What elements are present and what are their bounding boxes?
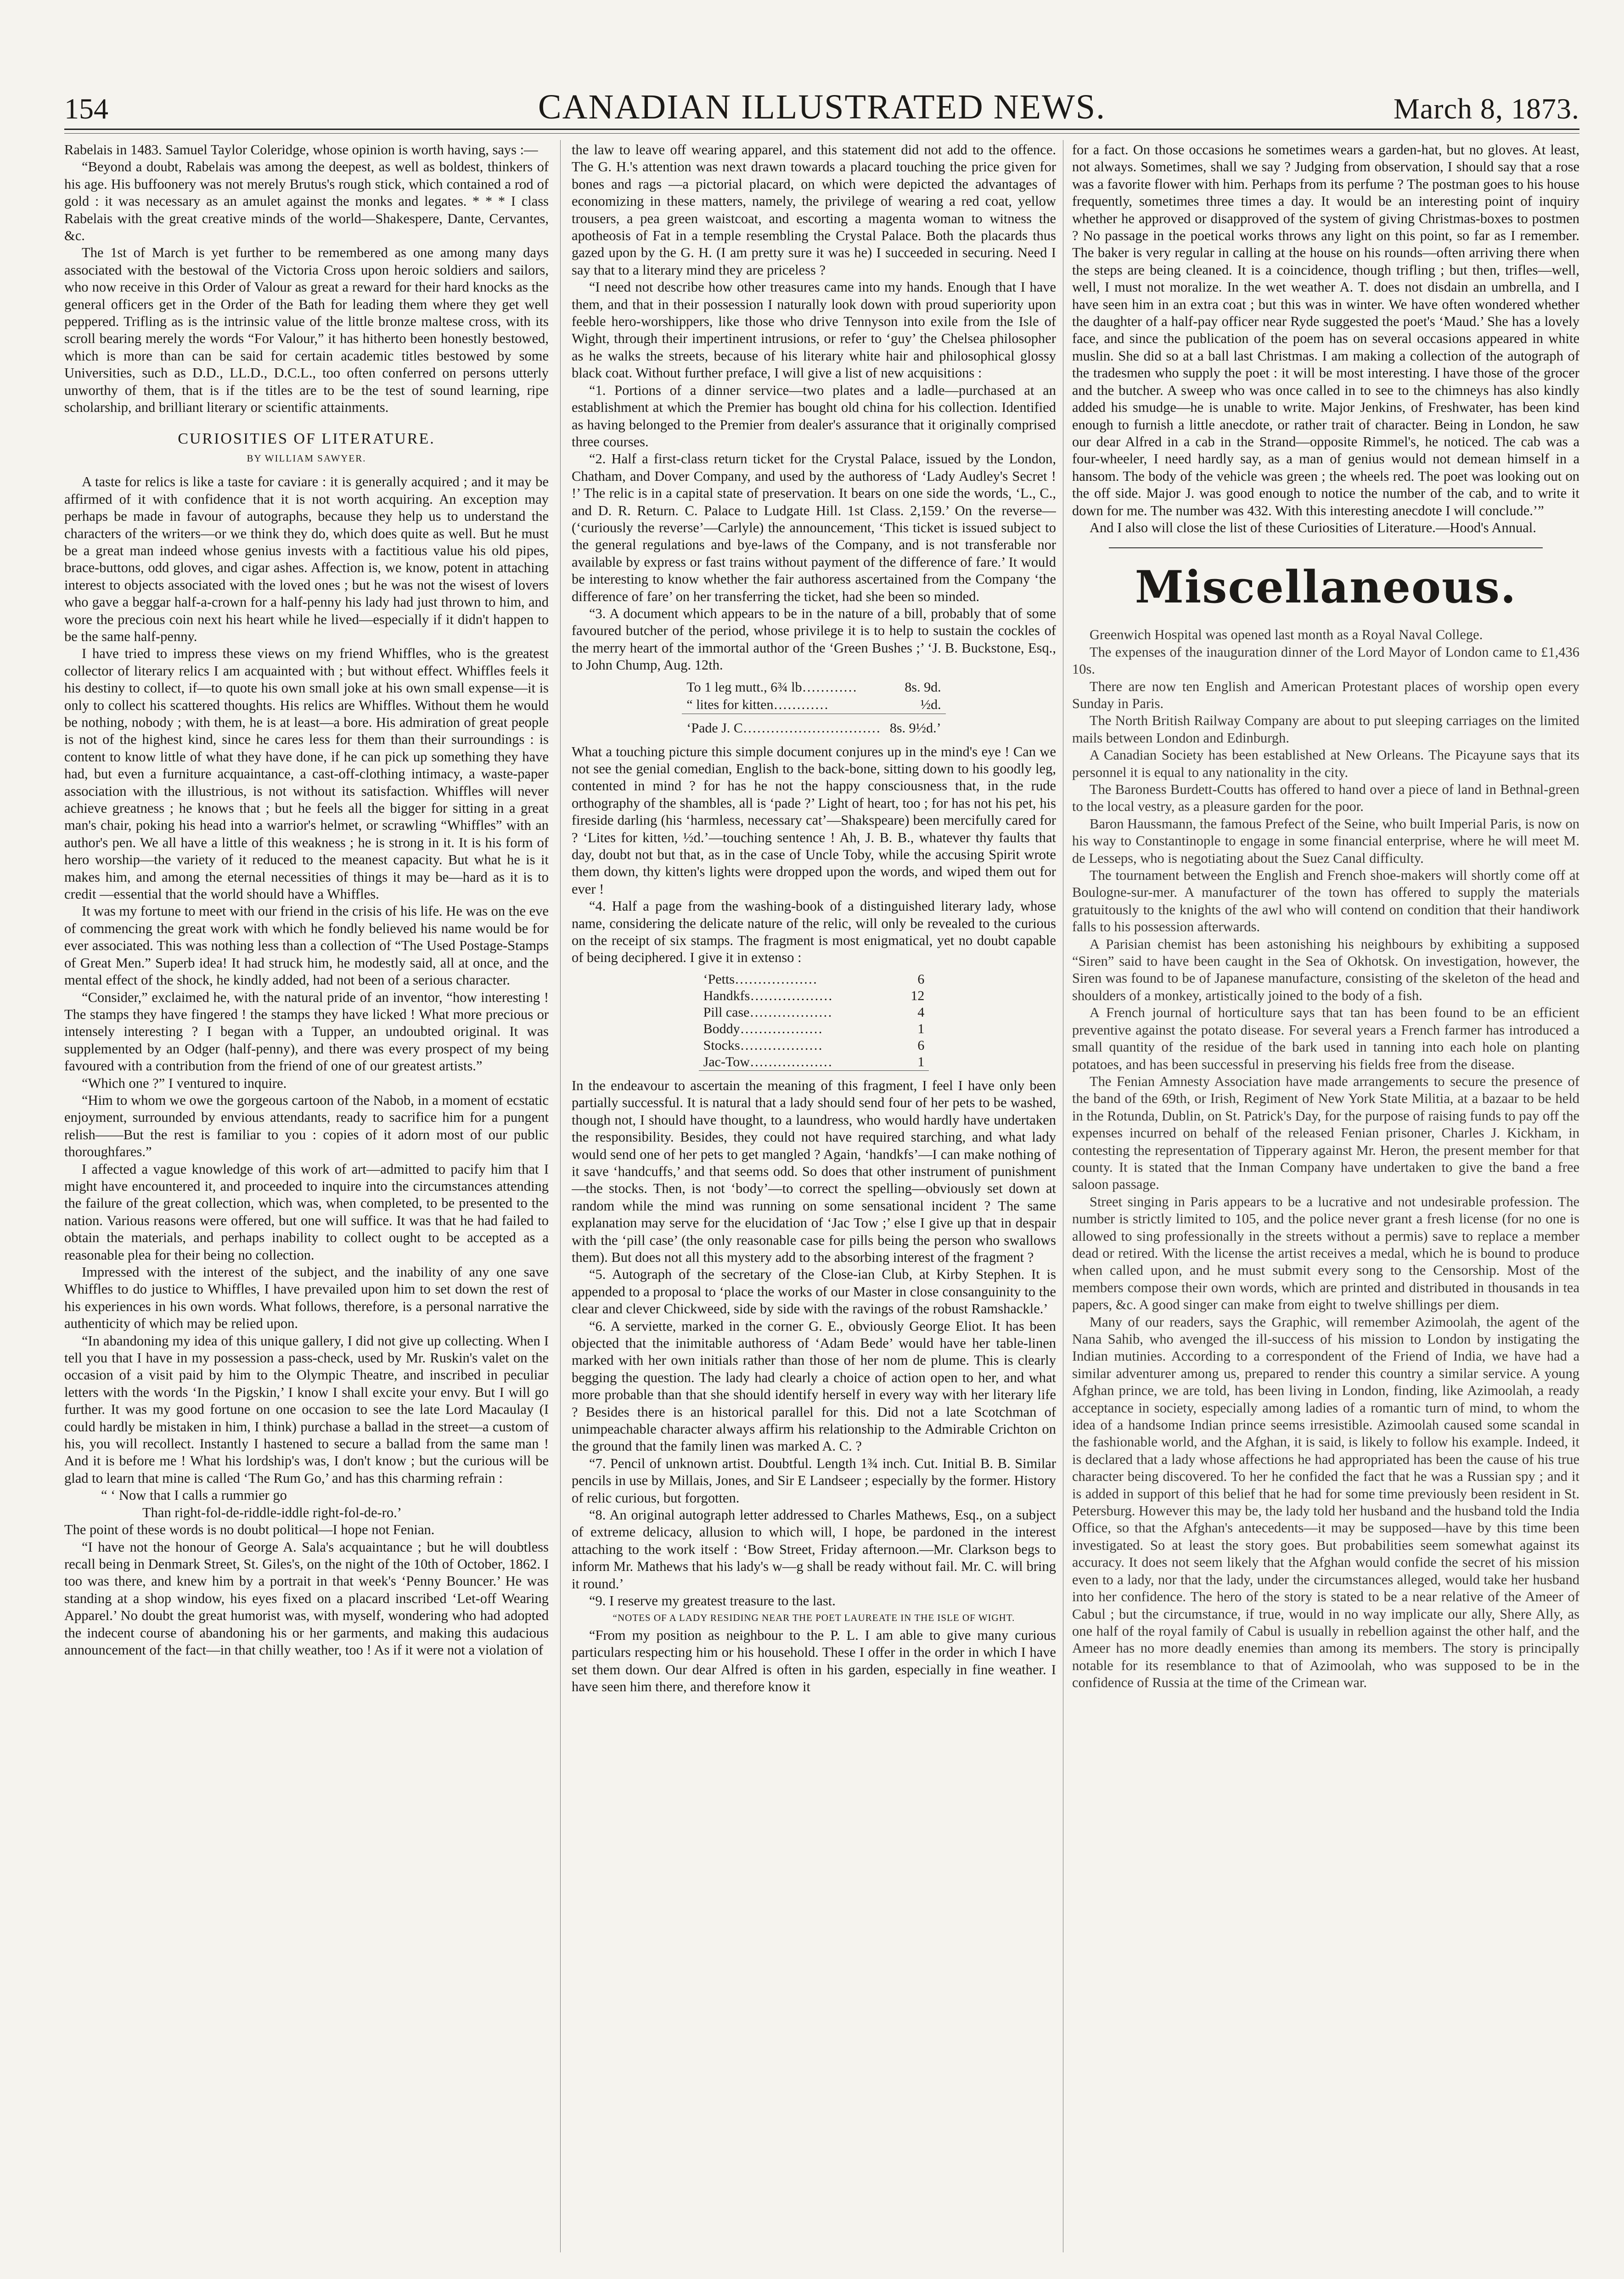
paragraph: “Beyond a doubt, Rabelais was among the deepest, as well as boldest, thinkers of his age. His buffoonery was not merely Brutus's rough stick, which contained a rod of gold : it was necessary as an amulet against the monks and legates. * * * I class Rabelais with the great creative minds of the world—Shakespere, Dante, Cervantes, &c. — [64, 159, 549, 244]
washing-item: Handkfs……………… — [703, 988, 833, 1003]
washing-item: ‘Petts……………… — [703, 971, 818, 987]
masthead — [64, 69, 1579, 138]
paragraph: “1. Portions of a dinner service—two plates and a ladle—purchased at an establishment at which the Premier has bought old china for his collection. Identified as having belonged to the Premier from dealer's assurance that it originally comprised three courses. — [572, 382, 1056, 450]
butcher-bill — [682, 679, 945, 737]
masthead-rule — [64, 129, 1579, 130]
news-item: Many of our readers, says the Graphic, will remember Azimoolah, the agent of the Nana Sahib, who avenged the ill-success of his mission to London by instigating the Indian mutinies. According to a correspondent of the Friend of India, we have had a similar adventurer among us, prepared to render this country a similar service. A young Afghan prince, we are told, has been living in London, finding, like Azimoolah, a ready acceptance in society, especially among ladies of a romantic turn of mind, to whom the idea of a handsome Indian prince seems irresistible. Azimoolah caused some scandal in the fashionable world, and the Afghan, it is said, is likely to follow his example. Indeed, it is declared that a lady whose affections he had appropriated has been the cause of his true character being discovered. To her he confided the fact that he was a Russian spy ; and it is added in support of this belief that he had for some time previously been resident in St. Petersburg. However this may be, the lady told her husband and the husband told the India Office, so that the Afghan's antecedents—it may be supposed—have by this time been investigated. So at least the story goes. But probabilities seem somewhat against its accuracy. It does not seem likely that the Afghan would confide the secret of his mission even to a lady, nor that the lady, under the circumstances alleged, would take her husband into her confidence. The hero of the story is stated to be a near relative of the Ameer of Cabul ; but the circumstance, if true, would in no way implicate our ally, Shere Ally, as one half of the royal family of Cabul is usually in rebellion against the other half, and the Ameer has no more deadly enemies than among its members. The story is principally notable for its resemblance to that of Azimoolah, who was supposed to be in the confidence of Russia at the time of the Crimean war. — [1072, 1314, 1579, 1691]
paragraph: “Consider,” exclaimed he, with the natural pride of an inventor, “how interesting ! The stamps they have fingered ! the stamps they have licked ! What more precious or intensely interesting ? I began with a Tupper, an undoubted original. It was supplemented by an Odger (half-penny), and there was every prospect of my being favoured with a contribution from the friend of one of our greatest artists.” — [64, 989, 549, 1074]
page-number: 154 — [64, 92, 108, 125]
washing-item: Stocks……………… — [703, 1037, 823, 1053]
washing-row — [699, 971, 929, 988]
washing-row — [699, 1004, 929, 1021]
washing-row — [699, 1054, 929, 1071]
paragraph: “9. I reserve my greatest treasure to the last. — [589, 1593, 836, 1609]
section-heading-miscellaneous: Miscellaneous. — [1135, 561, 1517, 613]
news-item: Street singing in Paris appears to be a lucrative and not undesirable profession. The number is strictly limited to 105, and the police never grant a fresh license (for no one is allowed to sing professionally in the streets without a permis) save to replace a member dead or retired. With the license the artist receives a medal, which he is bound to produce when called upon, and he must submit every song to the Censorship. Most of the members compose their own words, which are printed and distributed in thousands in tea papers, &c. A good singer can make from eight to twelve shillings per diem. — [1072, 1193, 1579, 1313]
washing-item: Jac-Tow……………… — [699, 1054, 837, 1071]
bill-amount: 8s. 9½d.’ — [885, 714, 946, 737]
paragraph: Rabelais in 1483. Samuel Taylor Coleridge, whose opinion is worth having, says :— — [64, 142, 538, 158]
news-item: There are now ten English and American Protestant places of worship open every Sunday in Paris. — [1072, 678, 1579, 711]
washing-qty: 1 — [917, 1021, 925, 1036]
paragraph: “7. Pencil of unknown artist. Doubtful. Length 1¾ inch. Cut. Initial B. B. Similar pencils in use by Millais, Jones, and Sir E Landseer ; especially by the former. History of relic curious, but forgotten. — [572, 1455, 1056, 1506]
washing-qty: 6 — [917, 1037, 925, 1053]
miscellaneous-items — [1072, 626, 1579, 1691]
news-item: A Parisian chemist has been astonishing his neighbours by exhibiting a supposed “Siren” said to have been caught in the Sea of Okhotsk. On investigation, however, the Siren was found to be of Japanese manufacture, consisting of the skeleton of the head and shoulders of a monkey, artistically joined to the body of a fish. — [1072, 936, 1579, 1003]
verse-line: Than right-fol-de-riddle-iddle right-fol-de-ro.’ — [142, 1504, 402, 1520]
washing-row — [699, 1037, 929, 1054]
paragraph: Impressed with the interest of the subject, and the inability of any one save Whiffles to do justice to Whiffles, I have prevailed upon him to set down the rest of his experiences in his own words. What follows, therefore, is a personal narrative the authenticity of which may be relied upon. — [64, 1264, 549, 1332]
washing-qty: 6 — [917, 971, 925, 987]
bill-item: To 1 leg mutt., 6¾ lb………… — [686, 679, 857, 695]
paragraph: I affected a vague knowledge of this work of art—admitted to pacify him that I might have encountered it, and proceeded to inquire into the circumstances attending the failure of the great collection, which was, when completed, to be presented to the nation. Various reasons were offered, but one will suffice. It was that he had failed to obtain the materials, and perhaps inability to collect ought to be accepted as a reasonable plea for their being no collection. — [64, 1161, 549, 1263]
washing-item: Pill case……………… — [703, 1004, 832, 1020]
news-item: A French journal of horticulture says that tan has been found to be an efficient preventive against the potato disease. For several years a French farmer has introduced a small quantity of the residue of the bark used in tanning into each hole on planting potatoes, and has been successful in preserving his fields free from the disease. — [1072, 1005, 1579, 1072]
paragraph: “In abandoning my idea of this unique gallery, I did not give up collecting. When I tell you that I have in my possession a pass-check, used by Mr. Ruskin's valet on the occasion of a visit paid by him to the Olympic Theatre, and inscribed in peculiar letters with the words ‘In the Pigskin,’ I know I shall excite your envy. But I will go further. It was my good fortune on one occasion to see the late Lord Macaulay (I could hardly be mistaken in him, I think) purchase a ballad in the street—a custom of his, you will recollect. Instantly I hastened to secure a ballad from the same man ! And it is before me ! What his lordship's was, I don't know ; but the curious will be glad to learn that mine is called ‘The Rum Go,’ and has this charming refrain : — [64, 1333, 549, 1486]
bill-amount: 8s. 9d. — [905, 679, 941, 695]
news-item: The expenses of the inauguration dinner of the Lord Mayor of London came to £1,436 10s. — [1072, 644, 1579, 677]
paragraph: A taste for relics is like a taste for caviare : it is generally acquired ; and it may be affirmed of it with confidence that it is not worth acquiring. An exception may perhaps be made in favour of autographs, because they help us to understand the characters of the writers—or we think they do, which does quite as well. But he must be a great man indeed whose genius invests with a factitious value his old pipes, brace-buttons, odd gloves, and cigar ashes. Affection is, we know, potent in attaching interest to objects associated with the loved ones ; but he was not the wisest of lovers who gave a beggar half-a-crown for a half-penny his lady had just thrown to him, and wore the precious coin next his heart while he lived—especially if it didn't happen to be the same half-penny. — [64, 474, 549, 644]
washing-qty: 12 — [910, 988, 925, 1003]
notes-heading: “NOTES OF A LADY RESIDING NEAR THE POET LAUREATE IN THE ISLE OF WIGHT. — [613, 1612, 1015, 1624]
paragraph: “I need not describe how other treasures came into my hands. Enough that I have them, and that in their possession I naturally look down with proud superiority upon feeble hero-worshippers, like those who drive Tennyson into exile from the Isle of Wight, through their impertinent intrusions, or refer to ‘guy’ the Chelsea philosopher as he walks the streets, because of his literary white hair and philosophical glossy black coat. Without further preface, I will give a list of new acquisitions : — [572, 279, 1056, 381]
washing-row — [699, 1021, 929, 1037]
byline: BY WILLIAM SAWYER. — [247, 452, 366, 464]
paragraph: “6. A serviette, marked in the corner G. E., obviously George Eliot. It has been objected that the inimitable authoress of ‘Adam Bede’ would have her table-linen marked with her own initials rather than those of her nom de plume. This is clearly begging the question. The lady had clearly a choice of action open to her, and what more probable than that she should identify herself in every way with her literary life ? Besides there is an historical parallel for this. Did not a late Scotchman of unimpeachable character always affirm his relationship to the Admirable Crichton on the ground that the family linen was marked A. C. ? — [572, 1318, 1056, 1454]
column-divider — [560, 140, 561, 2252]
washing-qty: 4 — [917, 1004, 925, 1020]
washing-row — [699, 988, 929, 1004]
bill-item: ‘Pade J. C………………………… — [682, 714, 885, 737]
column-1 — [64, 141, 549, 2249]
news-item: Greenwich Hospital was opened last month as a Royal Naval College. — [1090, 627, 1483, 643]
news-item: The Fenian Amnesty Association have made arrangements to secure the presence of the band of the 69th, or Irish, Regiment of New York State Militia, at a bazaar to be held in the Rotunda, Dublin, on St. Patrick's Day, for the purpose of raising funds to pay off the expenses incurred on behalf of the released Fenian prisoner, Charles J. Kickham, in contesting the representation of Tipperary against Mr. Heron, the present member for that county. It is stated that the Inman Company have undertaken to give the band a free saloon passage. — [1072, 1073, 1579, 1193]
bill-item: “ lites for kitten………… — [686, 697, 829, 712]
paragraph: “8. An original autograph letter addressed to Charles Mathews, Esq., on a subject of extreme delicacy, allusion to which will, I hope, be pardoned in the interest attaching to the work itself : ‘Bow Street, Friday afternoon.—Mr. Clarkson begs to inform Mr. Mathews that his lady's w—g shall be ready without fail. Mr. C. will bring it round.’ — [572, 1507, 1056, 1592]
paragraph: And I also will close the list of these Curiosities of Literature.—Hood's Annual. — [1090, 519, 1536, 535]
news-item: Baron Haussmann, the famous Prefect of the Seine, who built Imperial Paris, is now on his way to Constantinople to engage in some financial enterprise, where he will meet M. de Lesseps, who is negotiating about the Suez Canal difficulty. — [1072, 816, 1579, 866]
article-title: CURIOSITIES OF LITERATURE. — [178, 430, 435, 447]
paragraph: What a touching picture this simple document conjures up in the mind's eye ! Can we not see the genial comedian, English to the back-bone, sitting down to his goodly leg, contented in mind ? for has he not the happy consciousness that, in the rude orthography of the shambles, all is ‘pade ?’ Light of heart, too ; for has not his pet, his fireside darling (his ‘harmless, necessary cat’—Shakspeare) been mercifully cared for ? ‘Lites for kitten, ½d.’—touching sentence ! Ah, J. B. B., whatever thy faults that day, doubt not but that, as in the case of Uncle Toby, while the accusing Spirit wrote them down, thy kitten's lights were dropped upon the words, and wiped them out for ever ! — [572, 743, 1056, 897]
column-3 — [1072, 141, 1579, 2249]
paragraph: In the endeavour to ascertain the meaning of this fragment, I feel I have only been partially successful. It is natural that a lady should send four of her pets to be washed, though not, I should have thought, to a laundress, who would hardly have undertaken the responsibility. Besides, they could not have required starching, and what lady would send one of her pets to get mangled ? Again, ‘handkfs’—I can make nothing of it save ‘handcuffs,’ and that seems odd. So does that other instrument of punishment—the stocks. Then, is not ‘body’—to correct the spelling—obviously set down at random while the mind was running on some sensational incident ? The same explanation may serve for the elucidation of ‘Jac Tow ;’ else I give up that in despair with the ‘pill case’ (the only reasonable case for pills being the person who swallows them). But does not all this mystery add to the absorbing interest of the fragment ? — [572, 1077, 1056, 1265]
paragraph: The point of these words is no doubt political—I hope not Fenian. — [64, 1522, 435, 1538]
paragraph: “Which one ?” I ventured to inquire. — [82, 1075, 287, 1091]
bill-amount: ½d. — [920, 697, 941, 712]
issue-date: March 8, 1873. — [1393, 92, 1579, 125]
bill-row — [682, 696, 945, 714]
washing-item: Boddy……………… — [703, 1021, 823, 1036]
paragraph: “2. Half a first-class return ticket for the Crystal Palace, issued by the London, Chatham, and Dover Company, and used by the authoress of ‘Lady Audley's Secret ! !’ The relic is in a capital state of preservation. It bears on one side the words, ‘L., C., and D. R. Return. C. Palace to Ludgate Hill. 1st Class. 2,159.’ On the reverse—(‘curiously the reverse’—Carlyle) the announcement, ‘This ticket is issued subject to the general regulations and bye-laws of the Company, and is not transferable nor available by express or fast trains without payment of the difference of fare.’ It would be interesting to know whether the fair authoress ascertained from the Company ‘the difference of fare’ on her transferring the ticket, had she been so minded. — [572, 451, 1056, 604]
paragraph: It was my fortune to meet with our friend in the crisis of his life. He was on the eve of commencing the great work with which he fondly believed his name would be for ever associated. This was nothing less than a collection of “The Used Postage-Stamps of Great Men.” Superb idea! It had struck him, he modestly said, all at once, and the mental effect of the shock, he kindly added, had not been of a serious character. — [64, 903, 549, 988]
bill-row — [682, 679, 945, 696]
column-2 — [572, 141, 1056, 2249]
paragraph: “5. Autograph of the secretary of the Close-ian Club, at Kirby Stephen. It is appended to a proposal to ‘place the works of our Master in close consanguinity to the clear and clever Chickweed, side by side with the ravings of the robust Ramshackle.’ — [572, 1266, 1056, 1317]
paragraph: “I have not the honour of George A. Sala's acquaintance ; but he will doubtless recall being in Denmark Street, St. Giles's, on the night of the 10th of October, 1862. I too was there, and knew him by a portrait in that week's ‘Penny Bouncer.’ He was standing at a shop window, his eyes fixed on a placard inscribed ‘Let-off Wearing Apparel.’ No doubt the great humorist was, with myself, wondering who had adopted the indecent course of abandoning his or her garments, and making this audacious announcement of the fact—in that chilly weather, too ! As if it were not a violation of — [64, 1539, 549, 1658]
news-item: A Canadian Society has been established at New Orleans. The Picayune says that its personnel it is equal to any nationality in the city. — [1072, 747, 1579, 780]
news-item: The Baroness Burdett-Coutts has offered to hand over a piece of land in Bethnal-green to the local vestry, as a pleasure garden for the poor. — [1072, 782, 1579, 815]
paragraph: “From my position as neighbour to the P. L. I am able to give many curious particulars respecting him or his household. These I offer in the order in which I have set them down. Our dear Alfred is often in his garden, especially in fine weather. I have seen him there, and therefore know it — [572, 1627, 1056, 1695]
paragraph: “4. Half a page from the washing-book of a distinguished literary lady, whose name, considering the delicate nature of the relic, will only be revealed to the curious on the receipt of six stamps. The fragment is most enigmatical, yet no doubt capable of being deciphered. I give it in extenso : — [572, 898, 1056, 966]
paragraph: “3. A document which appears to be in the nature of a bill, probably that of some favoured butcher of the period, whose privilege it is to help to sustain the cockles of the merry heart of the immortal author of the ‘Green Bushes ;’ ‘J. B. Buckstone, Esq., to John Chump, Aug. 12th. — [572, 605, 1056, 673]
news-item: The North British Railway Company are about to put sleeping carriages on the limited mails between London and Edinburgh. — [1072, 713, 1579, 746]
masthead-rule-thin — [64, 133, 1579, 134]
paragraph: for a fact. On those occasions he sometimes wears a garden-hat, but no gloves. At least, not always. Sometimes, shall we say ? Judging from observation, I should say that a rose was a favorite flower with him. Perhaps from its perfume ? The postman goes to his house frequently, sometimes three times a day. It would be an interesting point of inquiry whether he approved or disapproved of the system of giving Christmas-boxes to postmen ? No passage in the poetical works throws any light on this point, so far as I remember. The baker is very regular in calling at the house on his rounds—often arriving there when the steps are being cleaned. It is a coincidence, though trifling ; but then, trifles—well, well, I must not moralize. In the wet weather A. T. does not disdain an umbrella, and I have seen him in an extra coat ; but this was in winter. We have often wondered whether the daughter of a half-pay officer near Ryde suggested the poet's ‘Maud.’ She has a lovely face, and since the publication of the poem has on several occasions appeared in white muslin. She did so at a ball last Christmas. I am making a collection of the autograph of the tradesmen who supply the poet : it will be most interesting. I have those of the grocer and the butcher. A sweep who was once called in to see to the chimneys has also kindly added his smudge—he is unable to write. Major Jenkins, of Freshwater, has been kind enough to furnish a little anecdote, or rather trait of character. Being in London, he saw our dear Alfred in a cab in the Strand—opposite Rimmel's, he noticed. The cab was a four-wheeler, I need hardly say, as a man of genius would not demean himself in a hansom. The body of the vehicle was green ; the wheels red. The poet was looking out on the off side. Major J. was good enough to notice the number of the cab, and to write it down for me. The number was 432. With this interesting anecdote I will conclude.’” — [1072, 142, 1579, 518]
section-rule — [1109, 547, 1543, 548]
paragraph: I have tried to impress these views on my friend Whiffles, who is the greatest collector of literary relics I am acquainted with ; but without effect. Whiffles feels it his destiny to collect, if—to quote his own small joke at his own small expense—it is only to collect his scattered thoughts. His relics are Whiffles. Without them he would be nothing, nobody ; with them, he is at least—a bore. His admiration of great people is not of the highest kind, since he cares less for them than their surroundings : is content to know little of what they have done, if he can pick up something they have had, but even a furniture acquaintance, a cast-off-clothing intimacy, a waste-paper association with the illustrious, is not without its satisfaction. Whiffles will never achieve greatness ; he knows that ; but he feels all the bigger for sitting in a great man's chair, poking his head into a warrior's helmet, or scrawling “Whiffles” with an author's pen. We all have a little of this weakness ; he is strong in it. It is his form of hero worship—the variety of it reduced to the meanest capacity. But what he is it makes him, and among the eternal necessities of things it may be—hard as it is to credit —essential that the world should have a Whiffles. — [64, 646, 549, 902]
paragraph: the law to leave off wearing apparel, and this statement did not add to the offence. The G. H.'s attention was next drawn towards a placard touching the price given for bones and rags —a pictorial placard, on which were depicted the advantages of economizing in these matters, namely, the privilege of wearing a red coat, yellow trousers, a pea green waistcoat, and escorting a magenta woman to witness the apotheosis of Fat in a temple resembling the Crystal Palace. Both the placards thus gazed upon by the G. H. (I am pretty sure it was he) I succeeded in securing. Need I say that to a literary mind they are priceless ? — [572, 142, 1056, 278]
paragraph: “Him to whom we owe the gorgeous cartoon of the Nabob, in a moment of ecstatic enjoyment, surrounded by envious attendants, ready to sacrifice him for a pungent relish——But the rest is familiar to you : copies of it adorn most of our public thoroughfares.” — [64, 1092, 549, 1160]
washing-qty: 1 — [837, 1054, 929, 1071]
verse-line: “ ‘ Now that I calls a rummier go — [101, 1487, 287, 1503]
news-item: The tournament between the English and French shoe-makers will shortly come off at Boulogne-sur-mer. A manufacturer of the town has offered to supply the materials gratuitously to the knights of the awl who will contend on condition that their handiwork falls to his possession afterwards. — [1072, 867, 1579, 935]
newspaper-title: CANADIAN ILLUSTRATED NEWS. — [538, 88, 1106, 126]
washing-list — [699, 971, 929, 1071]
paragraph: The 1st of March is yet further to be remembered as one among many days associated with the bestowal of the Victoria Cross upon heroic soldiers and sailors, who now receive in this Order of Valour as great a reward for their hard knocks as the general officers get in the Order of the Bath for leading them where they get well peppered. Trifling as is the intrinsic value of the little bronze maltese cross, with its scroll bearing merely the words “For Valour,” it has hitherto been honestly bestowed, which is more than can be said for certain academic titles bestowed by some Universities, such as D.D., LL.D., D.C.L., too often conferred on persons utterly unworthy of them, that is if the titles are to be the test of sound learning, ripe scholarship, and brilliant literary or scientific attainments. — [64, 245, 549, 416]
bill-total-row — [682, 714, 945, 737]
